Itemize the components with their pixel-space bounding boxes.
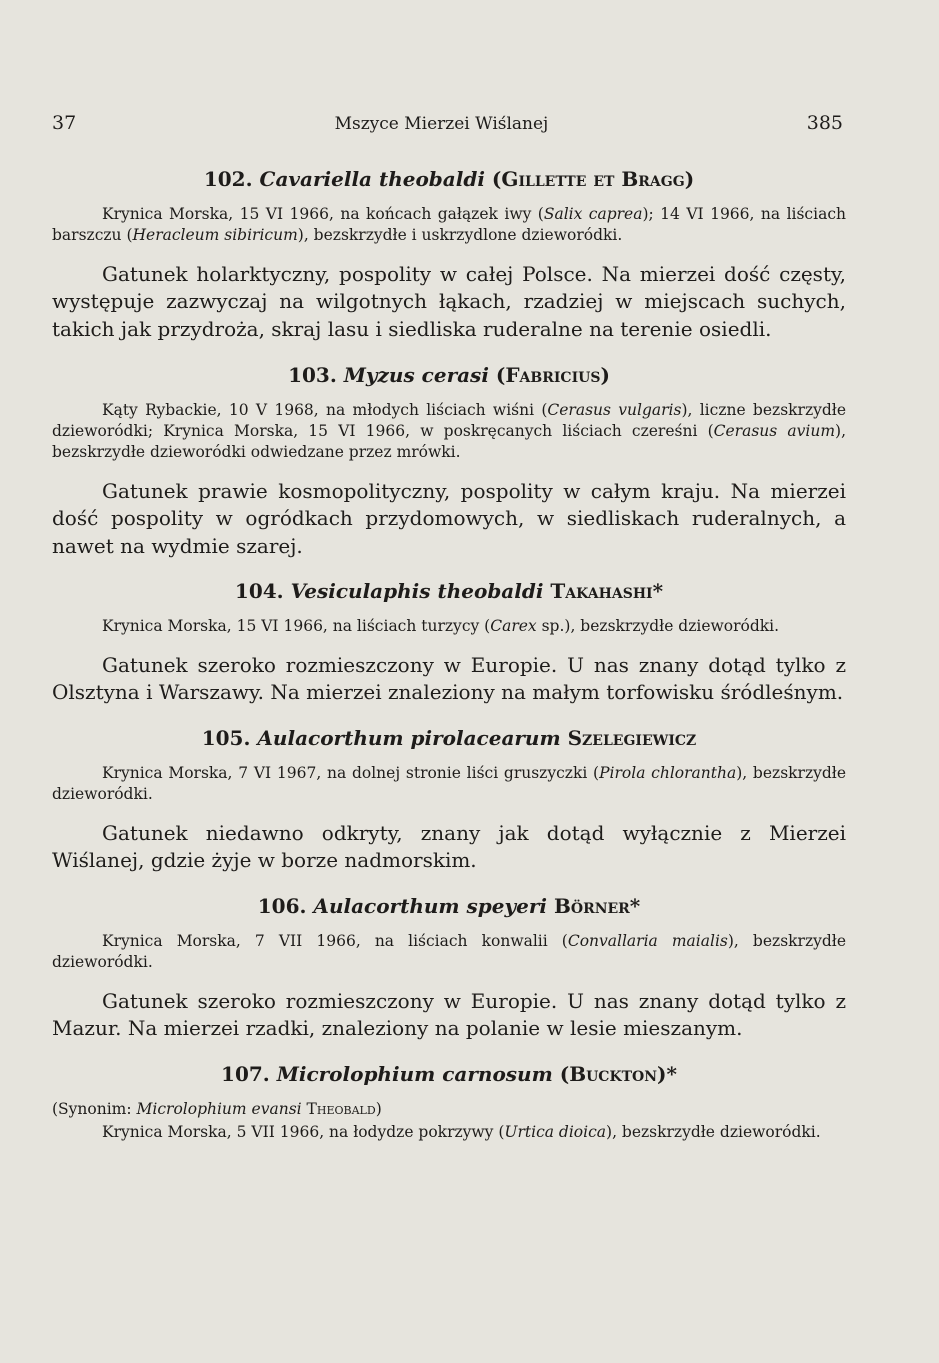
species-entry-103 — [52, 362, 846, 561]
species-entry-107 — [52, 1061, 846, 1144]
synonym-line — [52, 1099, 846, 1120]
record-text: Krynica Morska, 7 VII 1966, na liściach konwalii ( — [102, 931, 568, 950]
specimen-record — [52, 1122, 846, 1143]
species-name: Myzus cerasi — [343, 362, 489, 387]
specimen-record — [52, 763, 846, 806]
record-text: Krynica Morska, 5 VII 1966, na łodydze pokrzywy ( — [102, 1123, 505, 1142]
record-text: ); 14 VI 1966, na liściach barszczu ( — [52, 205, 846, 245]
entry-number: 102. — [203, 167, 253, 191]
species-comment: Gatunek holarktyczny, pospolity w całej Polsce. Na mierzei dość częsty, występuje zazwyczaj na wilgotnych łąkach, rzadziej w miejscach suchych, takich jak przydroża, skraj lasu i siedliska ruderalne na terenie osiedli. — [52, 261, 846, 341]
synonym-label: (Synonim: — [52, 1099, 137, 1118]
record-text: sp.), bezskrzydłe dzieworódki. — [536, 617, 780, 636]
entry-title — [52, 362, 846, 388]
record-text: Krynica Morska, 15 VI 1966, na końcach gałązek iwy ( — [102, 205, 544, 223]
entry-number: 105. — [201, 726, 251, 750]
synonym-name: Microlophium evansi — [136, 1099, 302, 1118]
species-author: Börner* — [553, 893, 641, 918]
species-name: Aulacorthum pirolacearum — [257, 726, 561, 750]
entry-title — [52, 578, 846, 604]
record-text: ), bezskrzydłe dzieworódki. — [606, 1123, 821, 1142]
host-plant: Convallaria maialis — [567, 931, 728, 950]
species-comment: Gatunek szeroko rozmieszczony w Europie. U nas znany dotąd tylko z Mazur. Na mierzei rzadki, znaleziony na polanie w lesie mieszanym. — [52, 988, 846, 1041]
host-plant: Cerasus avium — [713, 421, 836, 440]
left-page-number: 37 — [52, 112, 77, 134]
species-entry-105 — [52, 725, 846, 875]
host-plant: Pirola chlorantha — [599, 764, 737, 782]
species-comment: Gatunek prawie kosmopolityczny, pospolity w całym kraju. Na mierzei dość pospolity w ogródkach przydomowych, w siedliskach ruderalnych, a nawet na wydmie szarej. — [52, 478, 846, 558]
host-plant: Cerasus vulgaris — [547, 400, 682, 419]
species-comment: Gatunek szeroko rozmieszczony w Europie. U nas znany dotąd tylko z Olsztyna i Warszawy. Na mierzei znaleziony na małym torfowisku śródleśnym. — [52, 652, 846, 705]
page-body — [52, 166, 846, 1158]
species-name: Cavariella theobaldi — [259, 167, 485, 191]
entry-number: 104. — [234, 579, 284, 604]
synonym-author: Theobald — [306, 1099, 376, 1118]
species-entry-106 — [52, 893, 846, 1043]
entry-title — [52, 1061, 846, 1087]
synonym-close: ) — [375, 1099, 382, 1118]
species-author: (Fabricius) — [495, 362, 610, 387]
record-text: Kąty Rybackie, 10 V 1968, na młodych liściach wiśni ( — [102, 400, 548, 419]
species-entry-102 — [52, 166, 846, 344]
record-text: ), liczne bezskrzydłe dzieworódki; Krynica Morska, 15 VI 1966, w poskręcanych liściach czereśni ( — [52, 400, 846, 440]
species-author: Takahashi* — [550, 579, 664, 604]
host-plant: Salix caprea — [543, 205, 643, 223]
entry-title — [52, 166, 846, 192]
species-name: Microlophium carnosum — [276, 1061, 553, 1086]
species-author: Szelegiewicz — [567, 726, 697, 750]
species-author: (Buckton)* — [559, 1061, 677, 1086]
species-name: Vesiculaphis theobaldi — [290, 579, 544, 604]
record-text: ), bezskrzydłe dzieworódki odwiedzane przez mrówki. — [52, 421, 847, 462]
entry-number: 103. — [288, 362, 337, 387]
record-text: ), bezskrzydłe dzieworódki. — [52, 764, 846, 804]
specimen-record — [52, 616, 846, 637]
host-plant: Urtica dioica — [504, 1123, 607, 1142]
entry-number: 107. — [221, 1061, 270, 1086]
specimen-record — [52, 204, 846, 247]
record-text: ), bezskrzydłe i uskrzydlone dzieworódki. — [297, 226, 623, 245]
entry-number: 106. — [257, 893, 307, 918]
entry-title — [52, 725, 846, 751]
specimen-record — [52, 400, 846, 464]
species-comment: Gatunek niedawno odkryty, znany jak dotąd wyłącznie z Mierzei Wiślanej, gdzie żyje w borze nadmorskim. — [52, 820, 846, 873]
right-page-number: 385 — [806, 112, 843, 134]
record-text: Krynica Morska, 7 VI 1967, na dolnej stronie liści gruszyczki ( — [102, 764, 600, 782]
species-author: (Gillette et Bragg) — [491, 167, 695, 191]
host-plant: Carex — [490, 617, 537, 636]
host-plant: Heracleum sibiricum — [132, 226, 298, 245]
running-header — [52, 112, 843, 134]
running-title: Mszyce Mierzei Wiślanej — [334, 114, 549, 134]
record-text: Krynica Morska, 15 VI 1966, na liściach turzycy ( — [102, 617, 491, 636]
species-entry-104 — [52, 578, 846, 707]
specimen-record — [52, 931, 846, 974]
species-name: Aulacorthum speyeri — [313, 893, 547, 918]
entry-title — [52, 893, 846, 919]
record-text: ), bezskrzydłe dzieworódki. — [52, 931, 846, 972]
